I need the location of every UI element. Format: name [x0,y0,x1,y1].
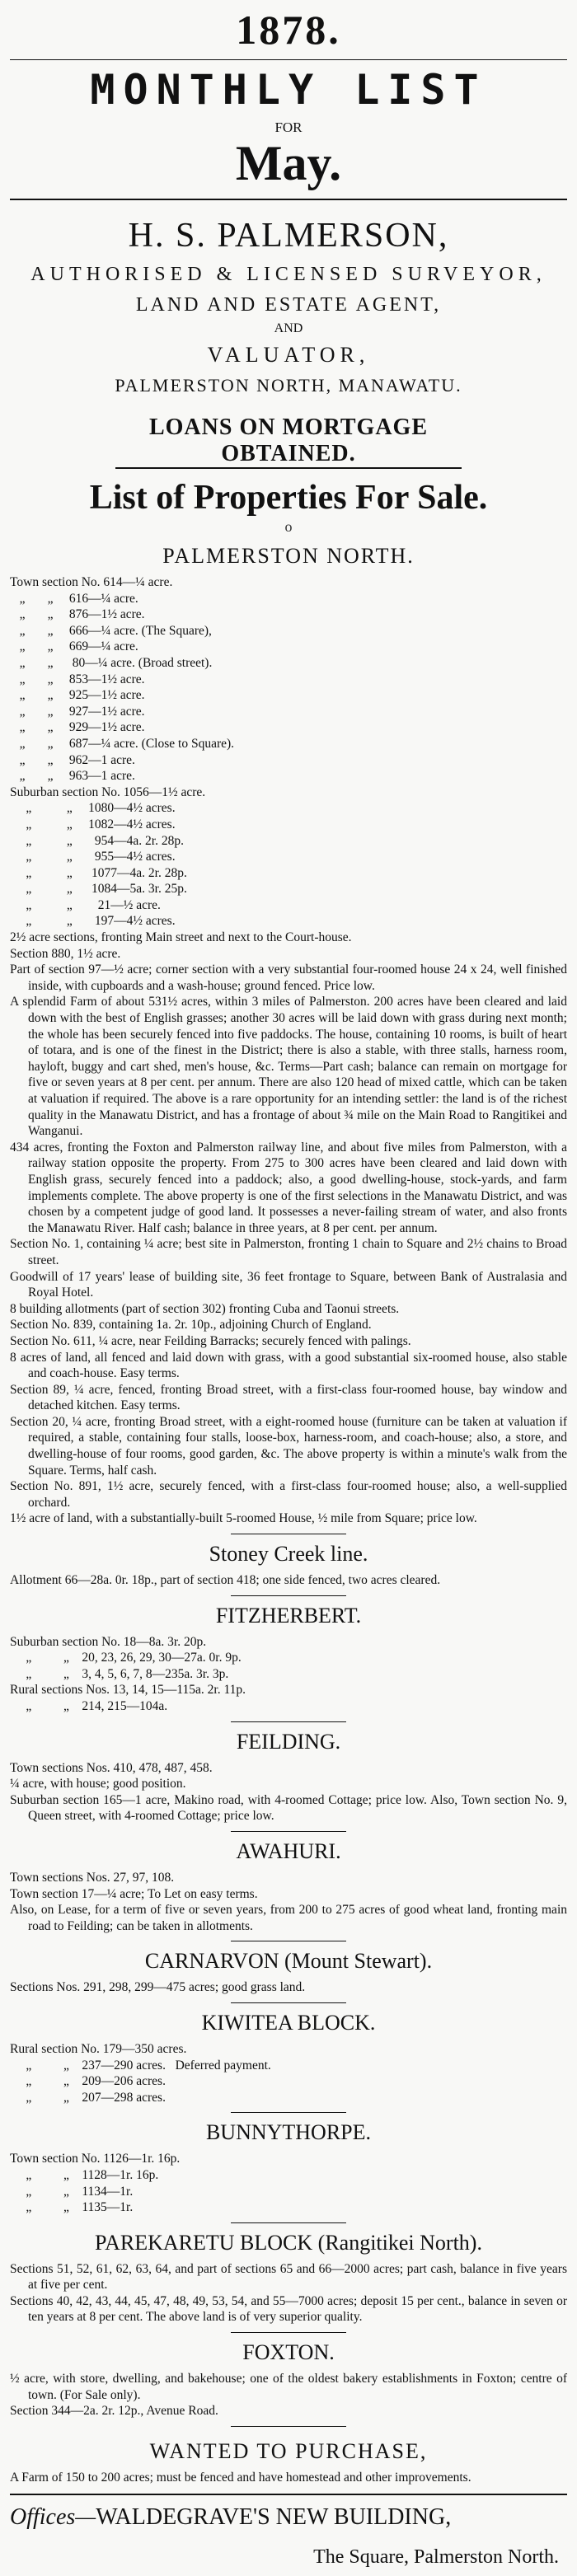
section-3 [10,1721,567,1824]
listing-entry: Suburban section 165—1 acre, Makino road, with 4-roomed Cottage; price low. Also, Town section No. 9, Queen street, with 4-roomed Cottage; price low. [10,1792,567,1824]
rule [231,2002,346,2003]
section-title: KIWITEA BLOCK. [201,2010,376,2035]
listing-entry: Section 880, 1½ acre. [10,946,121,961]
rule [10,199,567,200]
listing-entry: 8 acres of land, all fenced and laid down with grass, with a good substantial six-roomed house, also stable and coach-house. Easy terms. [10,1350,567,1381]
section-2 [10,1595,567,1715]
listing-entry: Goodwill of 17 years' lease of building site, 36 feet frontage to Square, between Bank of Australasia and Royal Hotel. [10,1269,567,1300]
section-title: FOXTON. [242,2340,335,2365]
offices-lead: Offices— [10,2504,96,2531]
rule [231,1721,346,1722]
listing-entry: Allotment 66—28a. 0r. 18p., part of section 418; one side fenced, two acres cleared. [10,1573,441,1588]
listing-entry: „ „ 853—1½ acre. [10,672,145,686]
listing-entry: „ „ 1134—1r. [10,2184,134,2199]
section-entries [10,1870,567,1934]
section-title: Stoney Creek line. [209,1542,368,1567]
section-0 [10,543,567,1527]
section-8 [10,2222,567,2325]
wanted-title: WANTED TO PURCHASE, [149,2438,428,2463]
listing-entry: „ „ 80—¼ acre. (Broad street). [10,655,213,670]
section-entries [10,1572,567,1589]
listing-entry: 1½ acre of land, with a substantially-built 5-roomed House, ½ mile from Square; price low. [10,1511,477,1526]
offices [10,2503,567,2532]
rule [231,2332,346,2333]
listing-entry: Also, on Lease, for a term of five or seven years, from 200 to 275 acres of good wheat land, fronting main road to Feilding; can be taken in allotments. [10,1903,567,1933]
listing-entry: „ „ 954—4a. 2r. 28p. [10,833,184,848]
ornament: o [284,518,293,535]
rule [231,2222,346,2223]
listing-entry: „ „ 955—4½ acres. [10,850,176,864]
listing-entry: Section No. 1, containing ¼ acre; best site in Palmerston, fronting 1 chain to Square and 2½ chains to Broad street. [10,1237,567,1267]
listing-entry: „ „ 207—298 acres. [10,2090,166,2105]
header [10,7,567,535]
listing-entry: 8 building allotments (part of section 302) fronting Cuba and Taonui streets. [10,1301,400,1316]
surveyor-name: H. S. PALMERSON, [128,217,449,255]
listing-entry: Sections 51, 52, 61, 62, 63, 64, and part of sections 65 and 66—2000 acres; part cash, balance in five years at five per cent. [10,2261,567,2293]
listing-entry: Suburban section No. 18—8a. 3r. 20p. [10,1634,207,1649]
section-6 [10,2002,567,2105]
listing-entry: „ „ 666—¼ acre. (The Square), [10,623,212,638]
listing-entry: ½ acre, with store, dwelling, and bakehouse; one of the oldest bakery establishments in Foxton; centre of town. (For Sale only). [10,2372,567,2402]
section-entries [10,2371,567,2419]
and-label: AND [274,321,303,335]
listing-entry: Town section 17—¼ acre; To Let on easy terms. [10,1886,258,1901]
listing-entry: Section No. 891, 1½ acre, securely fenced, with a first-class four-roomed house; also, a well-supplied orchard. [10,1479,567,1510]
valuator-line: VALUATOR, [207,343,370,367]
listing-entry: „ „ 687—¼ acre. (Close to Square). [10,736,235,751]
section-entries [10,1760,567,1824]
year: 1878. [236,7,341,53]
rule [10,2494,567,2495]
section-entries [10,2041,567,2105]
section-title: PALMERSTON NORTH. [162,544,415,568]
listing-entry: A splendid Farm of about 531½ acres, within 3 miles of Palmerston. 200 acres have been cleared and laid down with the best of English grasses; another 30 acres will be laid down with grass during next month; the whole has been securely fenced into five paddocks. The house, containing 10 rooms, is built of heart of totara, and is one of the finest in the District; there is also a stable, with three stalls, harness room, hayloft, buggy and cart shed, men's house, &c. Terms—Part cash; balance can remain on mortgage for five or seven years at 8 per cent. per annum. There are also 120 head of mixed cattle, which can be taken at valuation if required. The above is a rare opportunity for an intending settler: the land is of the richest quality in the Manawatu District, and has a frontage of about ¾ mile on the Main Road to Rangitikei and Wanganui. [10,995,567,1139]
rule [10,59,567,60]
rule [231,1595,346,1596]
section-entries [10,1634,567,1715]
listing-entry: Part of section 97—½ acre; corner section with a very substantial four-roomed house 24 x 24, well finished inside, with cupboards and a wash-house; ground fenced. Price low. [10,962,567,993]
rule [231,2426,346,2427]
listing-entry: Rural sections Nos. 13, 14, 15—115a. 2r. 11p. [10,1683,246,1698]
section-title: PAREKARETU BLOCK (Rangitikei North). [95,2230,482,2255]
listing-entry: Sections Nos. 291, 298, 299—475 acres; good grass land. [10,1980,306,1995]
listing-entry: Section 344—2a. 2r. 12p., Avenue Road. [10,2404,218,2419]
listing-entry: Suburban section No. 1056—1½ acre. [10,785,206,799]
listing-entry: Sections 40, 42, 43, 44, 45, 47, 48, 49, 53, 54, and 55—7000 acres; deposit 15 per cent., balance in seven or ten years at 8 per cent. The above land is of very superior quality. [10,2293,567,2325]
listing-entry: „ „ 209—206 acres. [10,2074,166,2089]
rule [231,1831,346,1832]
monthly-list-title: MONTHLY LIST [90,66,487,114]
for-label: FOR [274,119,303,135]
listing-entry: Town section No. 1126—1r. 16p. [10,2152,181,2166]
listing-entry: „ „ 963—1 acre. [10,769,135,784]
section-7 [10,2112,567,2215]
listing-entry: ¼ acre, with house; good position. [10,1777,186,1791]
listing-entry: „ „ 616—¼ acre. [10,591,138,606]
property-sections [10,543,567,2419]
listing-entry: „ „ 214, 215—104a. [10,1699,168,1713]
listing-entry: 2½ acre sections, fronting Main street and next to the Court-house. [10,930,352,945]
listing-entry: „ „ 197—4½ acres. [10,914,176,929]
section-1 [10,1534,567,1589]
listing-entry: „ „ 929—1½ acre. [10,720,145,735]
listing-entry: „ „ 1128—1r. 16p. [10,2167,159,2182]
listing-entry: „ „ 927—1½ acre. [10,704,145,719]
listing-entry: „ „ 20, 23, 26, 29, 30—27a. 0r. 9p. [10,1651,242,1665]
rule [231,2112,346,2113]
listing-entry: „ „ 1135—1r. [10,2200,134,2215]
listing-entry: „ „ 1084—5a. 3r. 25p. [10,882,187,897]
listing-entry: „ „ 1082—4½ acres. [10,817,176,831]
section-entries [10,1979,567,1996]
listing-entry: „ „ 669—¼ acre. [10,639,138,654]
listing-entry: Section No. 839, containing 1a. 2r. 10p., adjoining Church of England. [10,1318,372,1332]
section-entries [10,2151,567,2215]
listing-entry: „ „ 1080—4½ acres. [10,801,176,816]
section-title: FITZHERBERT. [215,1603,362,1628]
listing-entry: Section 20, ¼ acre, fronting Broad street, with a eight-roomed house (furniture can be taken at valuation if required, a stable, containing four stalls, loose-box, harness-room, and coach-house; also, a store, and dwelling-house of four rooms, good garden, &c. The above property is within a minute's walk from the Square. Terms, half cash. [10,1414,567,1478]
section-entries [10,2261,567,2325]
listing-entry: 434 acres, fronting the Foxton and Palmerston railway line, and about five miles from Palmerston, with a railway station opposite the property. From 275 to 300 acres have been cleared and laid down with English grass, securely fenced into a paddock; also, a good dwelling-house, stock-yards, and farm implements complete. The above property is one of the first selections in the Manawatu District, and was chosen by a competent judge of good land. It possesses a never-failing stream of water, and also fronts the Manawatu River. Half cash; balance in three years, at 8 per cent. per annum. [10,1140,567,1235]
address-line: PALMERSTON NORTH, MANAWATU. [115,375,462,396]
listing-entry: „ „ 876—1½ acre. [10,607,145,622]
listing-entry: „ „ 925—1½ acre. [10,688,145,703]
section-5 [10,1941,567,1996]
listing-entry: Town sections Nos. 27, 97, 108. [10,1870,175,1885]
section-title: AWAHURI. [236,1838,341,1863]
listing-entry: „ „ 21—½ acre. [10,897,161,912]
land-agent-line: LAND AND ESTATE AGENT, [135,294,442,316]
listing-entry: „ „ 962—1 acre. [10,752,135,767]
month-title: May. [235,136,342,190]
listing-entry: „ „ 3, 4, 5, 6, 7, 8—235a. 3r. 3p. [10,1666,229,1681]
listing-entry: Town sections Nos. 410, 478, 487, 458. [10,1760,213,1775]
listing-entry: Section 89, ¼ acre, fenced, fronting Broad street, with a first-class four-roomed house, bay window and detached kitchen. Easy terms. [10,1382,567,1413]
list-title: List of Properties For Sale. [89,479,488,517]
section-title: FEILDING. [236,1729,341,1754]
authorised-line: AUTHORISED & LICENSED SURVEYOR, [30,264,547,285]
offices-square: The Square, Palmerston North. [313,2546,559,2569]
listing-entry: „ „ 237—290 acres. Deferred payment. [10,2058,271,2073]
wanted-text: A Farm of 150 to 200 acres; must be fenced and have homestead and other improvements. [10,2470,471,2485]
section-title: BUNNYTHORPE. [205,2120,372,2145]
loans-heading: LOANS ON MORTGAGE OBTAINED. [115,415,462,469]
section-title: CARNARVON (Mount Stewart). [144,1949,433,1974]
section-9 [10,2332,567,2419]
section-entries [10,574,567,1527]
listing-entry: „ „ 1077—4a. 2r. 28p. [10,865,187,880]
listing-entry: Rural section No. 179—350 acres. [10,2041,187,2056]
listing-entry: Section No. 611, ¼ acre, near Feilding Barracks; securely fenced with palings. [10,1333,411,1348]
listing-entry: Town section No. 614—¼ acre. [10,575,173,589]
offices-building: WALDEGRAVE'S NEW BUILDING, [96,2504,452,2531]
section-4 [10,1831,567,1934]
wanted-entries [10,2470,567,2486]
